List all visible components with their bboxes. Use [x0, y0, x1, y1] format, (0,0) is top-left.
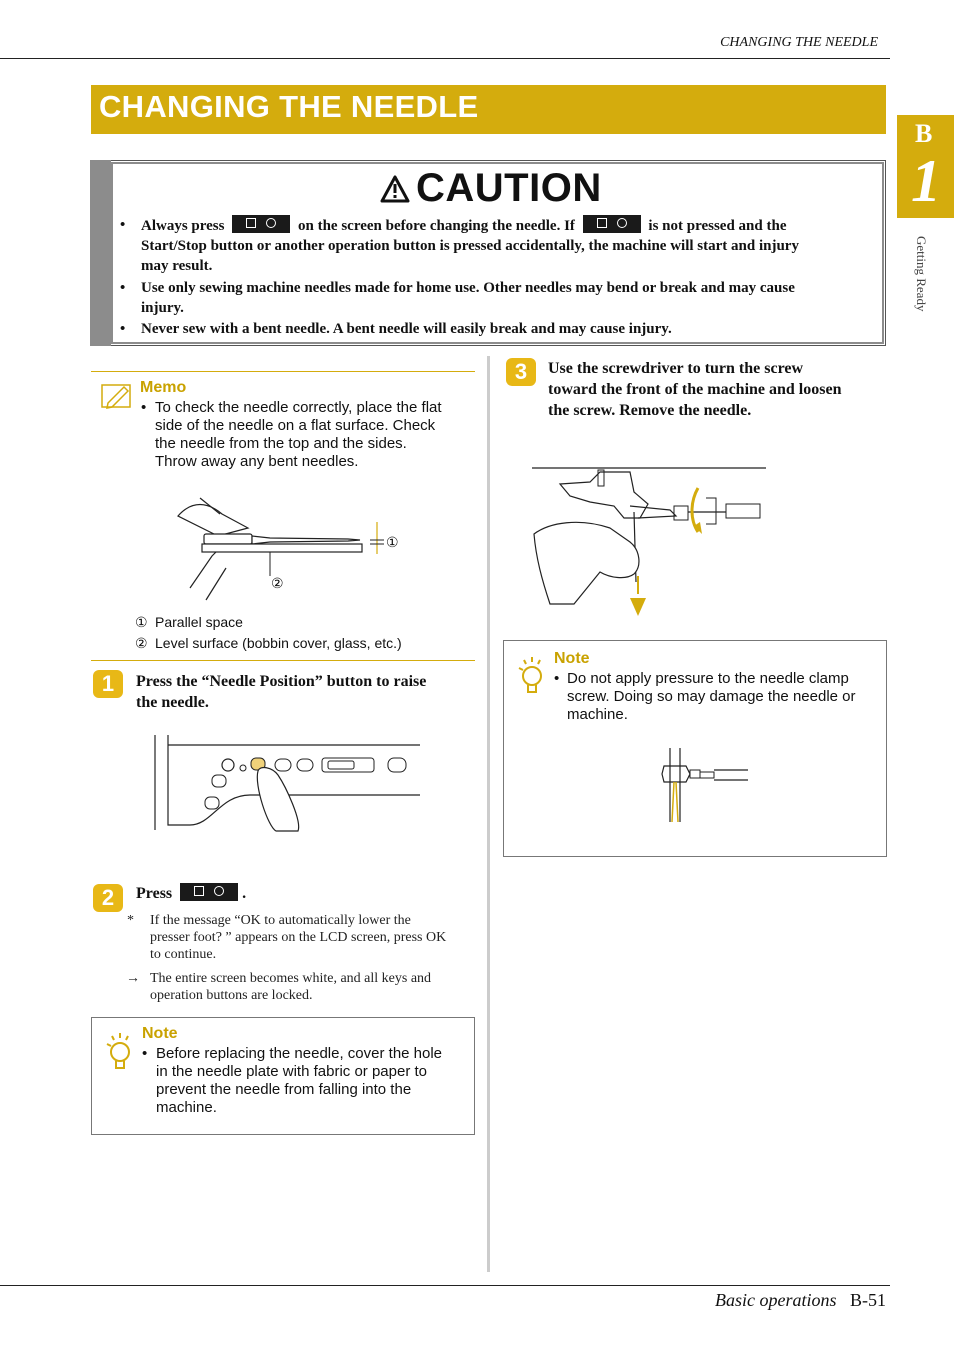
- lightbulb-icon: [514, 654, 548, 696]
- step-line: Use the screwdriver to turn the screw: [548, 360, 804, 377]
- caution-text: Never sew with a bent needle. A bent needle will easily break and may cause injury.: [141, 321, 672, 337]
- step-number-2: 2: [93, 884, 123, 912]
- caution-text: Use only sewing machine needles made for home use. Other needles may bend or break and may cause: [141, 280, 795, 296]
- footer: [715, 1290, 886, 1311]
- needle-change-key-icon: [180, 883, 238, 901]
- caution-item-2: [141, 278, 869, 318]
- note-line: screw. Doing so may damage the needle or: [567, 688, 856, 705]
- memo-line: To check the needle correctly, place the flat: [155, 399, 442, 416]
- needle-change-key-icon: [583, 215, 641, 233]
- note-line: Before replacing the needle, cover the hole: [156, 1045, 443, 1062]
- note-left-bullet: •: [142, 1045, 148, 1062]
- step-line: Press: [136, 885, 173, 902]
- caution-bullet: •: [120, 217, 126, 233]
- header-rule: [0, 58, 890, 59]
- note-left-text: [156, 1045, 472, 1117]
- needle-position-button-illustration: [150, 735, 420, 835]
- footer-rule: [0, 1285, 890, 1286]
- caution-heading: [380, 166, 602, 211]
- caution-item-1: [141, 215, 869, 276]
- caution-text: is not pressed and the: [648, 218, 787, 234]
- note-line: prevent the needle from falling into the: [156, 1081, 412, 1098]
- warning-triangle-icon: [380, 175, 410, 203]
- callout-1: ①: [386, 534, 399, 550]
- memo-rule-top: [91, 371, 475, 372]
- note-mark-asterisk: *: [127, 913, 134, 928]
- note-line: presser foot? ” appears on the LCD screen, press OK: [150, 930, 447, 945]
- caution-text: Start/Stop button or another operation button is pressed accidentally, the machine will start and injury: [141, 238, 799, 254]
- note-line: The entire screen becomes white, and all keys and: [150, 971, 432, 986]
- step-2-note-1: [150, 912, 480, 963]
- step-number-1: 1: [93, 670, 123, 698]
- note-line: machine.: [567, 706, 628, 723]
- caution-heading-text: CAUTION: [416, 166, 602, 210]
- note-left-label: Note: [142, 1025, 178, 1042]
- note-line: If the message “OK to automatically lower the: [150, 913, 411, 928]
- caution-item-3: [141, 319, 869, 339]
- memo-line: side of the needle on a flat surface. Check: [155, 417, 436, 434]
- needle-check-illustration: [170, 488, 410, 608]
- chapter-label: Getting Ready: [914, 236, 929, 312]
- page-number: B-51: [850, 1290, 886, 1310]
- caution-text: Always press: [141, 218, 225, 234]
- note-right-label: Note: [554, 650, 590, 667]
- screwdriver-illustration: [530, 462, 770, 622]
- note-line: in the needle plate with fabric or paper to: [156, 1063, 428, 1080]
- step-2-text: [136, 883, 246, 904]
- memo-bullet: •: [141, 399, 147, 416]
- legend-num-2: ②: [135, 635, 148, 651]
- note-mark-arrow: →: [126, 971, 140, 986]
- memo-label: Memo: [140, 379, 187, 396]
- memo-line: Throw away any bent needles.: [155, 453, 359, 470]
- legend-num-1: ①: [135, 614, 148, 630]
- memo-line: the needle from the top and the sides.: [155, 435, 407, 452]
- step-line: the screw. Remove the needle.: [548, 402, 752, 419]
- memo-text: [155, 399, 475, 471]
- note-line: to continue.: [150, 947, 217, 962]
- caution-text: injury.: [141, 300, 184, 316]
- footer-section: Basic operations: [715, 1290, 837, 1310]
- caution-text: may result.: [141, 258, 213, 274]
- step-line: the needle.: [136, 694, 209, 711]
- caution-text: on the screen before changing the needle. If: [297, 218, 575, 234]
- page-title: CHANGING THE NEEDLE: [99, 89, 479, 124]
- title-bar: [91, 85, 886, 134]
- step-2-note-2: [150, 970, 480, 1004]
- note-line: machine.: [156, 1099, 217, 1116]
- note-right-text: [567, 670, 883, 724]
- memo-rule-bottom: [91, 660, 475, 661]
- chapter-number: 1: [911, 148, 941, 214]
- step-3-text: [548, 358, 888, 421]
- column-divider: [487, 356, 490, 1272]
- needle-change-key-icon: [232, 215, 290, 233]
- legend-text-1: Parallel space: [155, 614, 243, 630]
- memo-pencil-icon: [100, 381, 134, 409]
- chapter-letter: B: [915, 119, 933, 148]
- note-line: Do not apply pressure to the needle clamp: [567, 670, 849, 687]
- caution-strip: [90, 160, 111, 346]
- legend-text-2: Level surface (bobbin cover, glass, etc.): [155, 635, 402, 651]
- step-1-text: [136, 671, 476, 713]
- note-right-bullet: •: [554, 670, 560, 687]
- callout-2: ②: [271, 575, 284, 591]
- caution-bullet: •: [120, 280, 126, 296]
- lightbulb-icon: [102, 1030, 136, 1072]
- running-header: CHANGING THE NEEDLE: [720, 35, 878, 50]
- needle-clamp-illustration: [656, 748, 750, 824]
- step-line: Press the “Needle Position” button to raise: [136, 673, 427, 690]
- step-line: toward the front of the machine and loosen: [548, 381, 842, 398]
- note-line: operation buttons are locked.: [150, 988, 313, 1003]
- caution-bullet: •: [120, 321, 126, 337]
- step-line: .: [242, 885, 247, 902]
- chapter-tab: [897, 115, 954, 218]
- step-number-3: 3: [506, 358, 536, 386]
